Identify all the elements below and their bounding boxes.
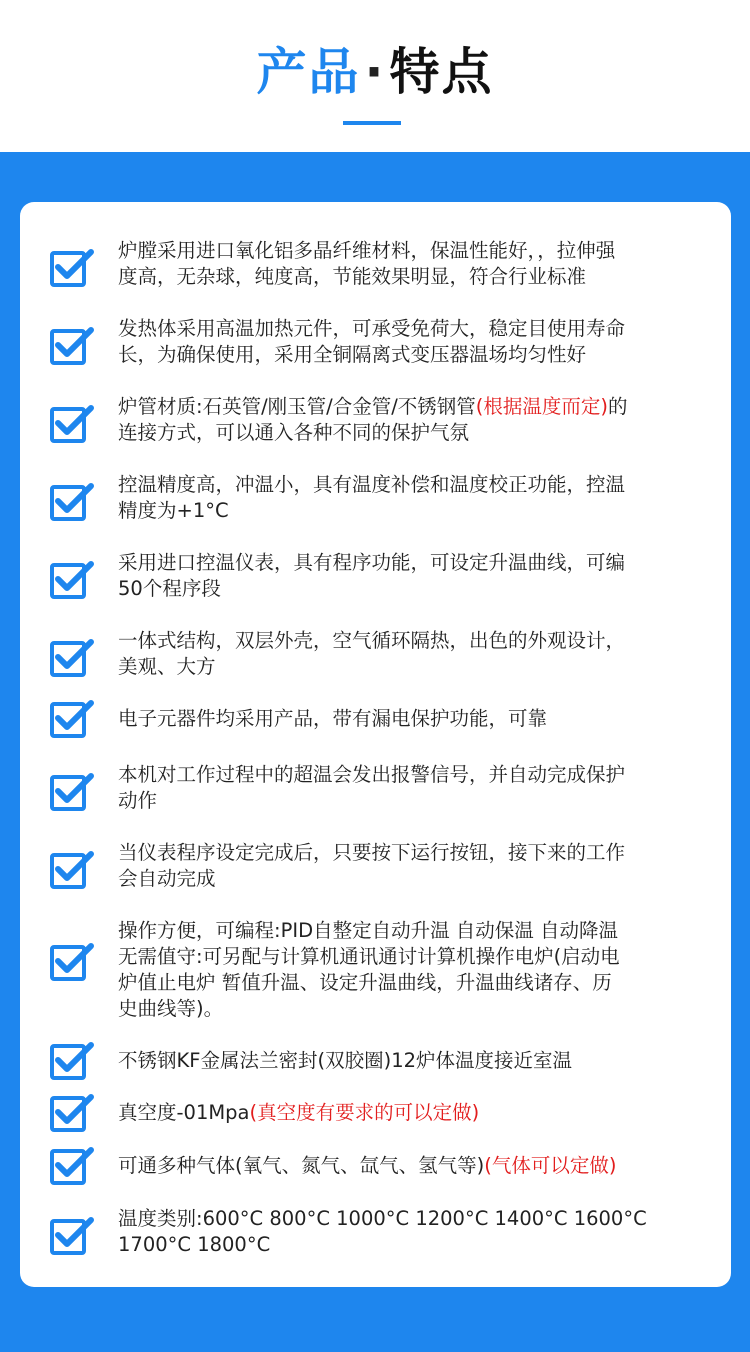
feature-line — [118, 1100, 714, 1126]
feature-text — [118, 550, 714, 602]
feature-text-normal: 的 — [608, 395, 628, 418]
feature-line: 一体式结构，双层外壳，空气循环隔热，出色的外观设计， — [118, 629, 626, 652]
feature-line: 控温精度高，冲温小，具有温度补偿和温度校正功能，控温 — [118, 473, 626, 496]
feature-text — [118, 1048, 714, 1074]
feature-line: 无需值守:可另配与计算机通讯通讨计算机操作电炉(启动电 — [118, 945, 620, 968]
feature-line — [118, 1153, 714, 1179]
checkbox-check-icon — [49, 850, 95, 890]
feature-line: 操作方便，可编程:PID自整定自动升温 自动保温 自动降温 — [118, 919, 618, 942]
feature-line: 度高，无杂球，纯度高，节能效果明显，符合行业标准 — [118, 265, 587, 288]
feature-line: 当仪表程序设定完成后，只要按下运行按钮，接下来的工作 — [118, 841, 626, 864]
checkbox-check-icon — [49, 1216, 95, 1256]
feature-text — [118, 238, 714, 290]
title-features: 特点 — [389, 43, 494, 101]
page-title — [0, 40, 750, 104]
feature-line: 本机对工作过程中的超温会发出报警信号，并自动完成保护 — [118, 763, 626, 786]
feature-text — [118, 316, 714, 368]
feature-text — [118, 1153, 714, 1179]
checkbox-check-icon — [49, 1093, 95, 1133]
feature-text — [118, 394, 714, 446]
feature-text-highlight: (根据温度而定) — [475, 395, 608, 418]
checkbox-check-icon — [49, 248, 95, 288]
feature-text — [118, 628, 714, 680]
feature-line: 史曲线等)。 — [118, 997, 224, 1020]
features-card — [20, 202, 731, 1287]
feature-text — [118, 706, 714, 732]
feature-line: 连接方式，可以通入各种不同的保护气氛 — [118, 421, 470, 444]
checkbox-check-icon — [49, 772, 95, 812]
checkbox-check-icon — [49, 404, 95, 444]
feature-text-highlight: (真空度有要求的可以定做) — [249, 1101, 480, 1124]
feature-text-normal: 可通多种气体(氧气、氮气、氙气、氢气等) — [118, 1154, 485, 1177]
feature-text-normal: 真空度-01Mpa — [118, 1101, 250, 1124]
feature-line: 动作 — [118, 789, 158, 812]
feature-line: 采用进口控温仪表，具有程序功能，可设定升温曲线，可编 — [118, 551, 626, 574]
blue-background-band — [0, 152, 750, 1352]
checkbox-check-icon — [49, 1041, 95, 1081]
title-underline — [343, 121, 401, 125]
feature-text — [118, 1206, 714, 1258]
feature-line: 1700°C 1800°C — [118, 1233, 271, 1256]
checkbox-check-icon — [49, 326, 95, 366]
feature-line: 发热体采用高温加热元件，可承受免荷大，稳定目使用寿命 — [118, 317, 626, 340]
feature-text — [118, 840, 714, 892]
checkbox-check-icon — [49, 482, 95, 522]
feature-line: 炉膛采用进口氧化铝多晶纤维材料，保温性能好，，拉伸强 — [118, 239, 616, 262]
feature-line: 精度为+1°C — [118, 499, 229, 522]
checkbox-check-icon — [49, 942, 95, 982]
feature-line: 会自动完成 — [118, 867, 216, 890]
feature-text-normal: 炉管材质:石英管/刚玉管/合金管/不锈钢管 — [118, 395, 476, 418]
page-header — [0, 0, 750, 152]
feature-text — [118, 1100, 714, 1126]
feature-text-highlight: (气体可以定做) — [484, 1154, 617, 1177]
title-product: 产品 — [256, 43, 361, 101]
feature-text — [118, 472, 714, 524]
feature-line: 温度类别:600°C 800°C 1000°C 1200°C 1400°C 1600°C — [118, 1207, 647, 1230]
checkbox-check-icon — [49, 560, 95, 600]
checkbox-check-icon — [49, 1146, 95, 1186]
checkbox-check-icon — [49, 638, 95, 678]
feature-text — [118, 918, 714, 1022]
feature-line: 50个程序段 — [118, 577, 221, 600]
feature-line — [118, 394, 714, 420]
feature-line: 长，为确保使用，采用全铜隔离式变压器温场均匀性好 — [118, 343, 587, 366]
feature-line: 不锈钢KF金属法兰密封(双胶圈)12炉体温度接近室温 — [118, 1049, 573, 1072]
title-dot: · — [364, 43, 386, 101]
feature-text — [118, 762, 714, 814]
feature-line: 美观、大方 — [118, 655, 216, 678]
feature-line: 炉值止电炉 暂值升温、设定升温曲线，升温曲线诸存、历 — [118, 971, 612, 994]
checkbox-check-icon — [49, 699, 95, 739]
feature-line: 电子元器件均采用产品，带有漏电保护功能，可靠 — [118, 707, 548, 730]
